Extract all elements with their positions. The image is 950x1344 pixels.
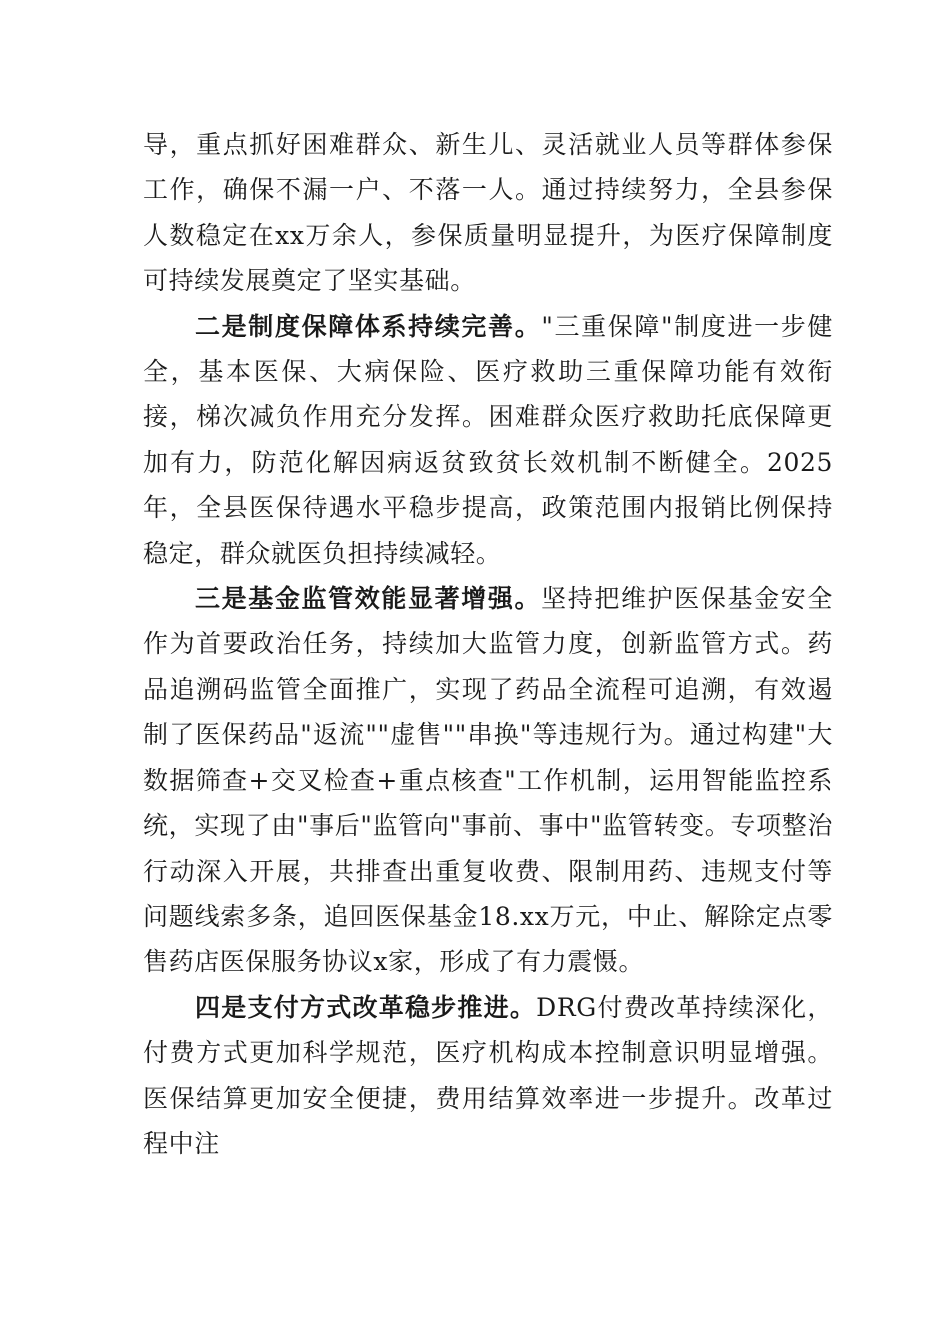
paragraph-lead: 二是制度保障体系持续完善。 xyxy=(195,311,542,341)
paragraph-text: 导，重点抓好困难群众、新生儿、灵活就业人员等群体参保工作，确保不漏一户、不落一人。通过持续努力，全县参保人数稳定在xx万余人，参保质量明显提升，为医疗保障制度可持续发展奠定了坚实基础。 xyxy=(143,130,833,296)
paragraph-text: DRG付费改革持续深化，付费方式更加科学规范，医疗机构成本控制意识明显增强。医保结算更加安全便捷，费用结算效率进一步提升。改革过程中注 xyxy=(143,992,833,1158)
paragraph-text: "三重保障"制度进一步健全，基本医保、大病保险、医疗救助三重保障功能有效衔接，梯次减负作用充分发挥。困难群众医疗救助托底保障更加有力，防范化解因病返贫致贫长效机制不断健全。2025年，全县医保待遇水平稳步提高，政策范围内报销比例保持稳定，群众就医负担持续减轻。 xyxy=(143,311,833,568)
paragraph-payment-reform xyxy=(143,985,833,1167)
paragraph-text: 坚持把维护医保基金安全作为首要政治任务，持续加大监管力度，创新监管方式。药品追溯码监管全面推广，实现了药品全流程可追溯，有效遏制了医保药品"返流""虚售""串换"等违规行为。通过构建"大数据筛查+交叉检查+重点核查"工作机制，运用智能监控系统，实现了由"事后"监管向"事前、事中"监管转变。专项整治行动深入开展，共排查出重复收费、限制用药、违规支付等问题线索多条，追回医保基金18.xx万元，中止、解除定点零售药店医保服务协议x家，形成了有力震慑。 xyxy=(143,584,833,977)
paragraph-lead: 三是基金监管效能显著增强。 xyxy=(195,584,542,614)
document-body xyxy=(143,122,833,1166)
paragraph-continuation xyxy=(143,122,833,304)
paragraph-lead: 四是支付方式改革稳步推进。 xyxy=(195,992,537,1022)
paragraph-fund-supervision xyxy=(143,576,833,985)
paragraph-system-guarantee xyxy=(143,304,833,576)
